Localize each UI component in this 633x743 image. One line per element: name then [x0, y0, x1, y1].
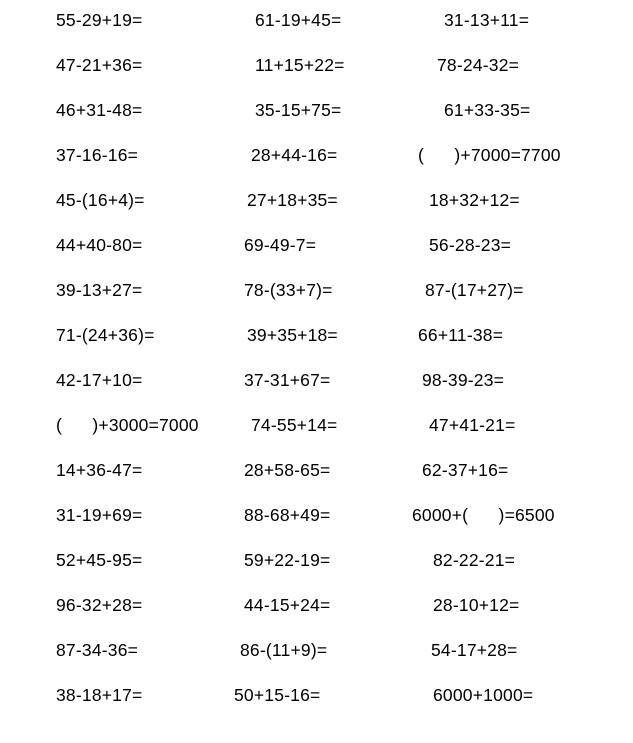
math-problem: 66+11-38= [418, 325, 504, 345]
math-problem: 27+18+35= [247, 190, 338, 210]
math-problem: 31-19+69= [56, 505, 143, 525]
worksheet-row [0, 53, 633, 77]
worksheet-row [0, 458, 633, 482]
math-problem: 28+58-65= [244, 460, 331, 480]
math-problem: 78-24-32= [437, 55, 520, 75]
math-problem: 31-13+11= [444, 10, 530, 30]
math-problem: 87-(17+27)= [425, 280, 524, 300]
math-problem: 37-31+67= [244, 370, 331, 390]
worksheet-row [0, 413, 633, 437]
math-problem: ( )+3000=7000 [56, 415, 199, 435]
math-problem: 52+45-95= [56, 550, 143, 570]
math-problem: 6000+1000= [433, 685, 534, 705]
math-problem: 11+15+22= [255, 55, 345, 75]
math-problem: 6000+( )=6500 [412, 505, 555, 525]
math-problem: 37-16-16= [56, 145, 139, 165]
worksheet-row [0, 683, 633, 707]
math-problem: 56-28-23= [429, 235, 512, 255]
math-problem: 44+40-80= [56, 235, 143, 255]
math-problem: 14+36-47= [56, 460, 143, 480]
math-problem: 82-22-21= [433, 550, 516, 570]
math-problem: 55-29+19= [56, 10, 143, 30]
math-problem: 46+31-48= [56, 100, 143, 120]
math-problem: 35-15+75= [255, 100, 342, 120]
worksheet-row [0, 323, 633, 347]
worksheet-row [0, 8, 633, 32]
math-problem: 61-19+45= [255, 10, 342, 30]
math-problem: 42-17+10= [56, 370, 143, 390]
math-problem: ( )+7000=7700 [418, 145, 561, 165]
math-problem: 78-(33+7)= [244, 280, 333, 300]
math-problem: 54-17+28= [431, 640, 518, 660]
math-problem: 47+41-21= [429, 415, 516, 435]
worksheet-row [0, 503, 633, 527]
worksheet-row [0, 548, 633, 572]
math-problem: 59+22-19= [244, 550, 331, 570]
math-problem: 74-55+14= [251, 415, 338, 435]
math-problem: 62-37+16= [422, 460, 509, 480]
math-problem: 28-10+12= [433, 595, 520, 615]
math-problem: 28+44-16= [251, 145, 338, 165]
math-problem: 18+32+12= [429, 190, 520, 210]
worksheet-row [0, 143, 633, 167]
math-problem: 47-21+36= [56, 55, 143, 75]
math-problem: 44-15+24= [244, 595, 331, 615]
math-problem: 39-13+27= [56, 280, 143, 300]
math-problem: 71-(24+36)= [56, 325, 155, 345]
worksheet-row [0, 98, 633, 122]
worksheet-row [0, 638, 633, 662]
worksheet-row [0, 233, 633, 257]
worksheet-row [0, 188, 633, 212]
math-problem: 38-18+17= [56, 685, 143, 705]
math-problem: 86-(11+9)= [240, 640, 328, 660]
worksheet-row [0, 368, 633, 392]
math-problem: 45-(16+4)= [56, 190, 145, 210]
worksheet-row [0, 278, 633, 302]
math-problem: 61+33-35= [444, 100, 531, 120]
math-problem: 69-49-7= [244, 235, 317, 255]
math-problem: 50+15-16= [234, 685, 321, 705]
math-problem: 39+35+18= [247, 325, 338, 345]
worksheet-row [0, 593, 633, 617]
math-problem: 96-32+28= [56, 595, 143, 615]
math-problem: 98-39-23= [422, 370, 505, 390]
math-problem: 87-34-36= [56, 640, 139, 660]
math-problem: 88-68+49= [244, 505, 331, 525]
